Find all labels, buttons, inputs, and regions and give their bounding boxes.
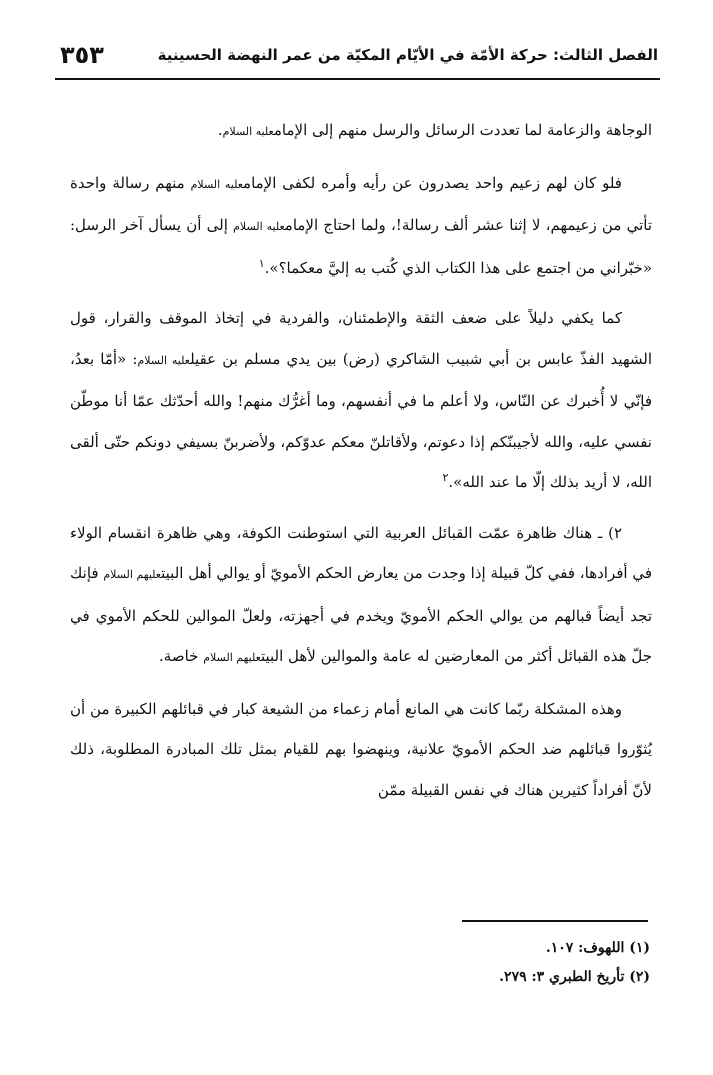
honorific-glyph: عليه السلام [137,353,191,367]
paragraph-2: فلو كان لهم زعيم واحد يصدرون عن رأيه وأمره لكفى الإمامعليه السلام منهم رسالة واحدة تأتي من زعيمهم، لا إثنا عشر ألف رسالة!، ولما احتاج الإمامعليه السلام إلى أن يسأل آخر الرسل: «خبّراني من اجتمع على هذا الكتاب الذي كُتب به إليَّ معكما؟».$^١$ [70,173,652,277]
chapter-title: الفصل الثالث: حركة الأمّة في الأيّام المكيّة من عمر النهضة الحسينية [157,46,658,64]
body-text [70,110,652,810]
paragraph-3: كما يكفي دليلاً على ضعف الثقة والإطمئنان، والفردية في إتخاذ الموقف والقرار، قول الشهيد الفذّ عابس بن أبي شبيب الشاكري (رض) بين يدي مسلم بن عقيلعليه السلام: «أمّا بعدُ، فإنّي لا أُخبرك عن النّاس، ولا أعلم ما في أنفسهم، وما أغرُّك منهم! والله أحدّثك عمّا أنا موطّن نفسي عليه، والله لأجيبنّكم إذا دعوتم، ولأقاتلنّ معكم عدوّكم، ولأضربنّ بسيفي دونكم حتّى ألقى الله، لا أريد بذلك إلّا ما عند الله».$^٢$ [70,309,652,491]
paragraph-1: الوجاهة والزعامة لما تعددت الرسائل والرسل منهم إلى الإمامعليه السلام. [217,121,652,139]
honorific-glyph: عليه السلام [233,220,285,233]
honorific-glyph: عليه السلام [222,125,274,138]
honorific-glyph: عليهم السلام [203,651,261,664]
header-divider [55,78,660,80]
footnote-divider [462,920,648,922]
paragraph-5: وهذه المشكلة ربّما كانت هي المانع أمام زعماء من الشيعة كبار في قبائلهم الكبيرة من أن يُثوّروا قبائلهم ضد الحكم الأمويّ علانية، وينهضوا بهم للقيام بمثل تلك المبادرة المطلوبة، ذلك لأنّ أفراداً كثيرين هناك في نفس القبيلة ممّن [70,699,652,799]
footnote-ref-2: ٢ [442,471,449,484]
footnotes [499,940,650,998]
honorific-glyph: عليه السلام [190,177,244,191]
running-header [60,38,658,72]
footnote-1: (١) اللهوف: ١٠٧. [545,940,650,956]
footnote-2: (٢) تأريخ الطبري ٣: ٢٧٩. [499,969,650,985]
honorific-glyph: عليهم السلام [103,568,162,581]
paragraph-4: ٢) ـ هناك ظاهرة عمّت القبائل العربية التي استوطنت الكوفة، وهي ظاهرة انقسام الولاء في أفرادها، ففي كلّ قبيلة إذا وجدت من يعارض الحكم الأمويّ أو يوالي أهل البيتعليهم السلام فإنك تجد أيضاً قبالهم من يوالي الحكم الأمويّ ويخدم في أجهزته، ولعلّ الموالين للحكم الأموي في جلّ هذه القبائل أكثر من المعارضين له عامة والموالين لأهل البيتعليهم السلام خاصة. [70,523,653,665]
page-number: ٣٥٣ [60,41,104,69]
footnote-ref-1: ١ [258,256,265,270]
